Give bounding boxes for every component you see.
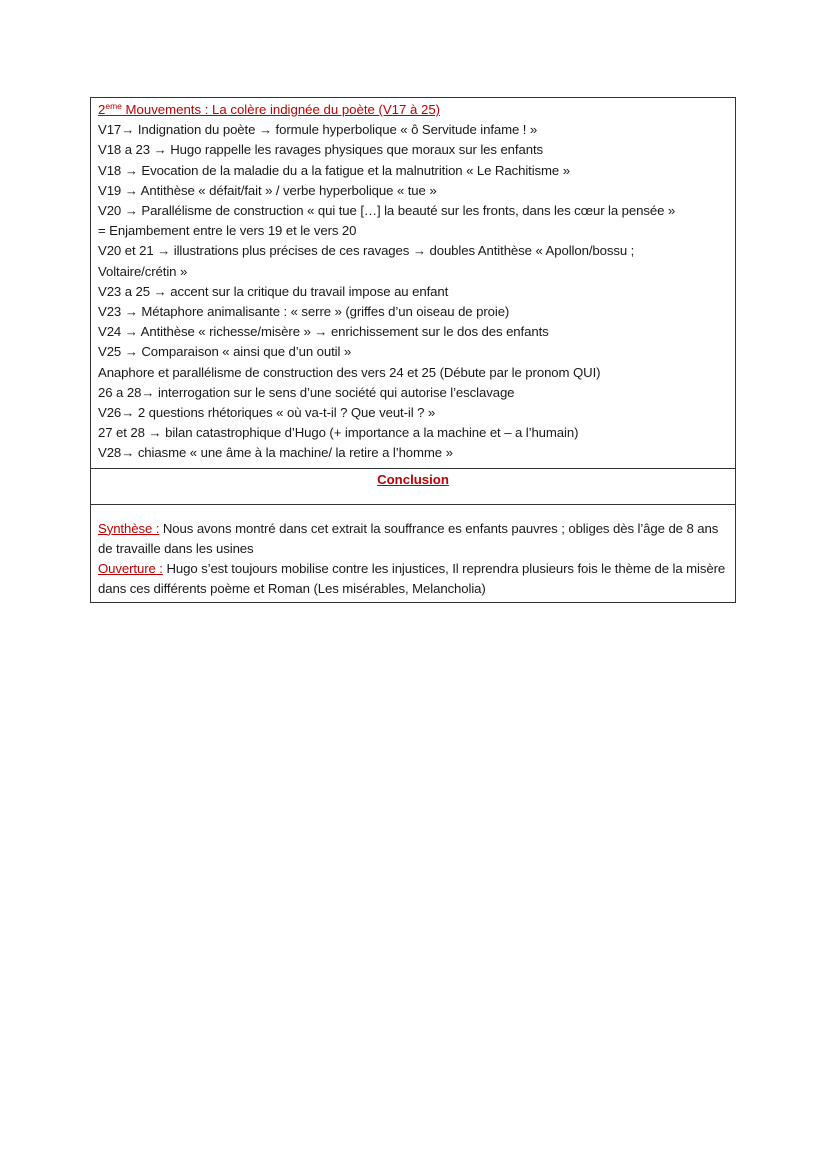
movement-line: V18 → Evocation de la maladie du a la fatigue et la malnutrition « Le Rachitisme » [98, 162, 570, 178]
conclusion-title: Conclusion [377, 471, 449, 487]
ouverture-paragraph [98, 559, 728, 599]
movement-line: V17→ Indignation du poète → formule hyperbolique « ô Servitude infame ! » [98, 122, 538, 138]
movement-title [98, 100, 728, 120]
movement-line: V20 → Parallélisme de construction « qui tue […] la beauté sur les fronts, dans les cœur la pensée » [98, 203, 676, 219]
conclusion-body-cell [91, 504, 735, 603]
movement-title-rest: Mouvements : La colère indignée du poète (V17 à 25) [121, 102, 441, 117]
movement-title-prefix: 2 [98, 102, 106, 117]
movement-line: V23 → Métaphore animalisante : « serre » (griffes d’un oiseau de proie) [98, 304, 510, 320]
synthese-paragraph [98, 519, 728, 559]
movement-line: V26→ 2 questions rhétoriques « où va-t-il ? Que veut-il ? » [98, 405, 436, 421]
conclusion-heading-cell [91, 468, 735, 504]
movement-line: V20 et 21 → illustrations plus précises de ces ravages → doubles Antithèse « Apollon/bossu ; [98, 243, 635, 259]
movement-line: 27 et 28 → bilan catastrophique d’Hugo (+ importance a la machine et – a l’humain) [98, 425, 579, 441]
movement-title-sup: eme [105, 101, 122, 111]
movement-line: V18 a 23 → Hugo rappelle les ravages physiques que moraux sur les enfants [98, 142, 544, 158]
movement-line: V25 → Comparaison « ainsi que d’un outil » [98, 344, 352, 360]
movement-line: V28→ chiasme « une âme à la machine/ la retire a l’homme » [98, 445, 453, 461]
movement-line: = Enjambement entre le vers 19 et le vers 20 [98, 223, 357, 239]
synthese-text: Nous avons montré dans cet extrait la souffrance es enfants pauvres ; obliges dès l’âge de 8 ans de travaille dans les usines [98, 520, 719, 556]
movement-line: V24 → Antithèse « richesse/misère » → enrichissement sur le dos des enfants [98, 324, 549, 340]
synthese-label: Synthèse : [98, 520, 160, 536]
analysis-table [90, 97, 736, 603]
ouverture-label: Ouverture : [98, 561, 163, 577]
movement-line: Voltaire/crétin » [98, 263, 188, 279]
movement-line: V23 a 25 → accent sur la critique du travail impose au enfant [98, 283, 449, 299]
movement-line: 26 a 28→ interrogation sur le sens d’une société qui autorise l’esclavage [98, 384, 515, 400]
ouverture-text: Hugo s’est toujours mobilise contre les injustices, Il reprendra plusieurs fois le thème de la misère dans ces différents poème et Roman (Les misérables, Melancholia) [98, 561, 726, 597]
movement-cell [91, 98, 735, 468]
movement-line: V19 → Antithèse « défait/fait » / verbe hyperbolique « tue » [98, 182, 437, 198]
movement-line: Anaphore et parallélisme de construction des vers 24 et 25 (Débute par le pronom QUI) [98, 364, 601, 380]
